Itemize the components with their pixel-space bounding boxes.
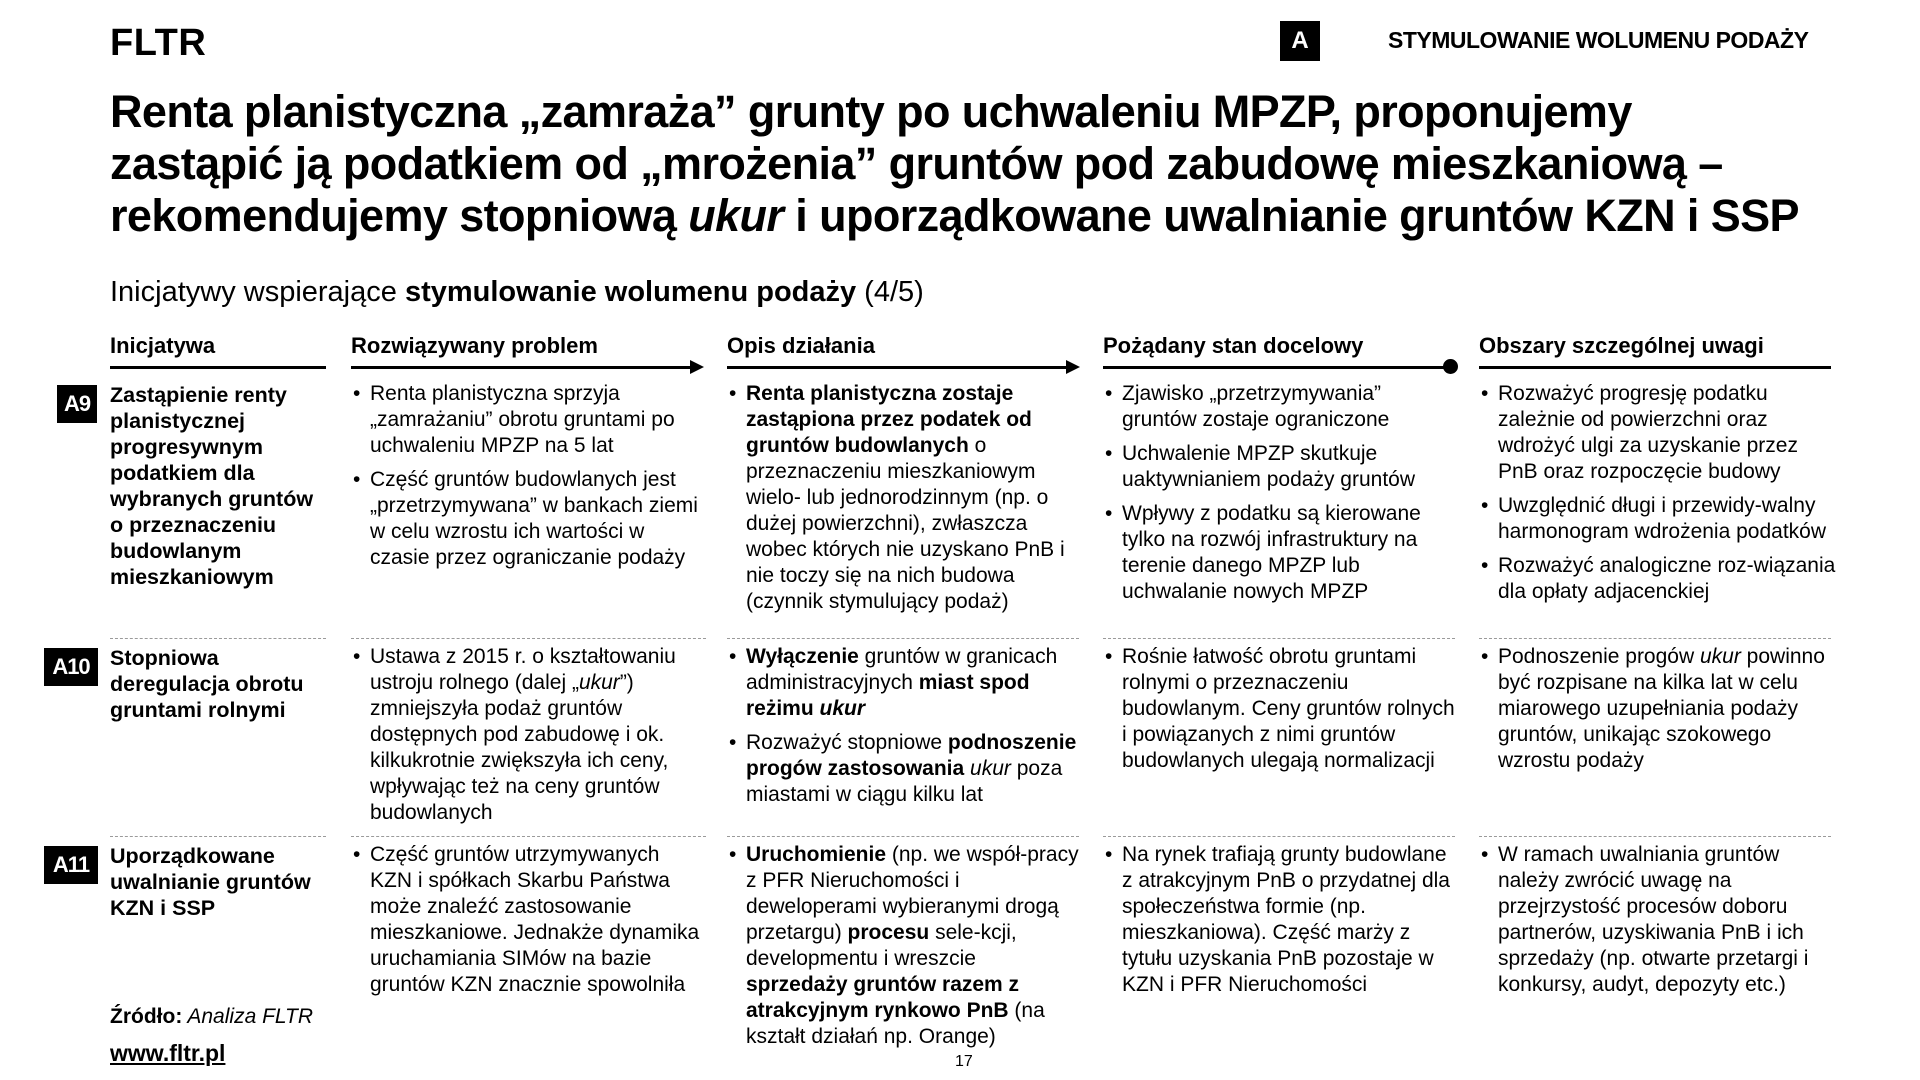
header-rule-arrow bbox=[351, 366, 691, 369]
list-item: • Część gruntów utrzymywanych KZN i spółkach Skarbu Państwa może znaleźć zastosowanie mieszkaniowe. Jednakże dynamika uruchamiania SIMów na bazie gruntów KZN znacznie spowolniła bbox=[351, 842, 706, 998]
list-item bbox=[727, 730, 1082, 808]
arrow-right-icon bbox=[1066, 360, 1080, 374]
header-rule bbox=[110, 366, 326, 369]
endpoint-dot-icon bbox=[1443, 359, 1458, 374]
action-bold-italic: ukur bbox=[819, 697, 866, 720]
section-badge: A bbox=[1280, 21, 1320, 61]
header-rule bbox=[1479, 366, 1831, 369]
list-item bbox=[727, 381, 1082, 615]
subtitle-bold: stymulowanie wolumenu podaży bbox=[404, 276, 857, 308]
action-bold: Uruchomienie bbox=[746, 843, 887, 866]
attention-a11 bbox=[1479, 842, 1834, 1006]
attention-italic: ukur bbox=[1699, 645, 1741, 668]
header-rule-arrow bbox=[727, 366, 1067, 369]
page-number: 17 bbox=[955, 1053, 973, 1070]
action-text: o przeznaczeniu mieszkaniowym wielo- lub jednorodzinnym (np. o dużej powierzchni), zwłaszcza wobec których nie uzyskano PnB i nie toczy się na nich budowa (czynnik stymulujący podaż) bbox=[746, 434, 1065, 613]
list-item: • Rośnie łatwość obrotu gruntami rolnymi o przeznaczeniu budowlanym. Ceny gruntów rolnych i powiązanych z nimi gruntów budowlanych ulegają normalizacji bbox=[1103, 644, 1458, 774]
column-header-problem: Rozwiązywany problem bbox=[351, 333, 598, 358]
list-item: • Na rynek trafiają grunty budowlane z atrakcyjnym PnB o przydatnej dla społeczeństwa formie (np. mieszkaniowa). Część marży z tytułu uzyskania PnB pozostaje w KZN i PFR Nieruchomości bbox=[1103, 842, 1458, 998]
target-a11 bbox=[1103, 842, 1458, 1006]
list-item bbox=[727, 842, 1082, 1050]
target-a9 bbox=[1103, 381, 1458, 613]
action-text: Rozważyć stopniowe bbox=[746, 731, 948, 754]
action-text: (np. we współ-pracy z PFR Nieruchomości i deweloperami wybieranymi drogą przetargu) bbox=[746, 843, 1079, 944]
problem-italic: ukur bbox=[578, 671, 620, 694]
subtitle bbox=[110, 276, 924, 309]
list-item: • Część gruntów budowlanych jest „przetrzymywana” w bankach ziemi w celu wzrostu ich wartości w czasie przez ograniczanie podaży bbox=[351, 467, 706, 571]
subtitle-suffix: (4/5) bbox=[856, 276, 924, 308]
row-divider bbox=[110, 638, 326, 639]
column-header-action: Opis działania bbox=[727, 333, 875, 358]
row-divider bbox=[727, 638, 1079, 639]
list-item: • Uchwalenie MPZP skutkuje uaktywnianiem podaży gruntów bbox=[1103, 441, 1458, 493]
action-a10 bbox=[727, 644, 1082, 816]
problem-a10 bbox=[351, 644, 706, 834]
row-badge-a11: A11 bbox=[44, 846, 98, 884]
title-line-1: Renta planistyczna „zamraża” grunty po uchwaleniu MPZP, proponujemy bbox=[110, 86, 1632, 137]
column-header-attention: Obszary szczególnej uwagi bbox=[1479, 333, 1764, 358]
list-item: • Renta planistyczna sprzyja „zamrażaniu” obrotu gruntami po uchwaleniu MPZP na 5 lat bbox=[351, 381, 706, 459]
source-note bbox=[110, 1005, 313, 1029]
action-bold: Wyłączenie bbox=[746, 645, 859, 668]
action-bold: procesu bbox=[847, 921, 930, 944]
initiative-a9: Zastąpienie renty planistycznej progresywnym podatkiem dla wybranych gruntów o przeznaczeniu budowlanym mieszkaniowym bbox=[110, 383, 314, 589]
initiative-a10: Stopniowa deregulacja obrotu gruntami rolnymi bbox=[110, 646, 304, 722]
list-item: • Rozważyć progresję podatku zależnie od powierzchni oraz wdrożyć ulgi za uzyskanie przez PnB oraz rozpoczęcie budowy bbox=[1479, 381, 1839, 485]
row-divider bbox=[1103, 638, 1455, 639]
action-a11 bbox=[727, 842, 1082, 1058]
action-bold: Renta planistyczna zostaje zastąpiona przez podatek od gruntów budowlanych bbox=[746, 382, 1032, 457]
row-divider bbox=[110, 836, 326, 837]
list-item: • Wpływy z podatku są kierowane tylko na rozwój infrastruktury na terenie danego MPZP lub uchwalanie nowych MPZP bbox=[1103, 501, 1458, 605]
attention-text: powinno być rozpisane na kilka lat w celu miarowego uzupełniania podaży gruntów, unikając szokowego wzrostu podaży bbox=[1498, 645, 1825, 772]
attention-text: Podnoszenie progów bbox=[1498, 645, 1700, 668]
page-title bbox=[110, 86, 1870, 242]
list-item bbox=[351, 644, 706, 826]
action-a9 bbox=[727, 381, 1082, 623]
problem-a9 bbox=[351, 381, 706, 579]
problem-a11 bbox=[351, 842, 706, 1006]
action-text: gruntów w granicach administracyjnych bbox=[746, 645, 1058, 694]
row-divider bbox=[727, 836, 1079, 837]
action-text: poza miastami w ciągu kilku lat bbox=[746, 757, 1063, 806]
website-link[interactable]: www.fltr.pl bbox=[110, 1040, 226, 1066]
row-divider bbox=[351, 638, 706, 639]
row-divider bbox=[1103, 836, 1455, 837]
title-line-2: zastąpić ją podatkiem od „mrożenia” gruntów pod zabudowę mieszkaniową – bbox=[110, 138, 1723, 189]
title-text: rekomendujemy stopniową bbox=[110, 190, 689, 241]
problem-text: ”) zmniejszyła podaż gruntów dostępnych pod zabudowę i ok. kilkukrotnie zwiększyła ich ceny, wpływając też na ceny gruntów budowlanych bbox=[370, 671, 669, 824]
column-header-target: Pożądany stan docelowy bbox=[1103, 333, 1364, 358]
list-item bbox=[727, 644, 1082, 722]
action-text: sele-kcji, developmentu i wreszcie bbox=[746, 921, 1017, 970]
row-divider bbox=[1479, 836, 1831, 837]
list-item: • Zjawisko „przetrzymywania” gruntów zostaje ograniczone bbox=[1103, 381, 1458, 433]
initiative-a11: Uporządkowane uwalnianie gruntów KZN i SSP bbox=[110, 844, 311, 920]
column-header-initiative: Inicjatywa bbox=[110, 333, 216, 358]
attention-a10 bbox=[1479, 644, 1834, 782]
row-divider bbox=[1479, 638, 1831, 639]
title-line-3 bbox=[110, 190, 1870, 242]
action-text: (na kształt działań np. Orange) bbox=[746, 999, 1045, 1048]
section-title: STYMULOWANIE WOLUMENU PODAŻY bbox=[1388, 27, 1809, 53]
row-divider bbox=[351, 836, 706, 837]
title-italic: ukur bbox=[688, 190, 784, 241]
target-a10 bbox=[1103, 644, 1458, 782]
problem-text: Ustawa z 2015 r. o kształtowaniu ustroju rolnego (dalej „ bbox=[370, 645, 676, 694]
action-bold: miast spod reżimu bbox=[746, 671, 1030, 720]
row-badge-a10: A10 bbox=[44, 648, 98, 686]
action-bold: sprzedaży gruntów razem z atrakcyjnym rynkowo PnB bbox=[746, 973, 1020, 1022]
list-item: • Rozważyć analogiczne roz-wiązania dla opłaty adjacenckiej bbox=[1479, 553, 1839, 605]
list-item: • W ramach uwalniania gruntów należy zwrócić uwagę na przejrzystość procesów doboru partnerów, uzyskiwania PnB i ich sprzedaży (np. otwarte przetargi i konkursy, audyt, depozyty etc.) bbox=[1479, 842, 1834, 998]
arrow-right-icon bbox=[690, 360, 704, 374]
row-badge-a9: A9 bbox=[57, 385, 97, 423]
list-item: • Uwzględnić długi i przewidy-walny harmonogram wdrożenia podatków bbox=[1479, 493, 1839, 545]
title-text: i uporządkowane uwalnianie gruntów KZN i SSP bbox=[783, 190, 1799, 241]
source-value: Analiza FLTR bbox=[182, 1005, 314, 1028]
action-italic: ukur bbox=[964, 757, 1011, 780]
list-item bbox=[1479, 644, 1834, 774]
attention-a9 bbox=[1479, 381, 1839, 613]
brand-logo: FLTR bbox=[110, 22, 207, 64]
action-bold: podnoszenie progów zastosowania bbox=[746, 731, 1077, 780]
source-label: Źródło: bbox=[110, 1005, 183, 1028]
header-rule-dot bbox=[1103, 366, 1448, 369]
subtitle-prefix: Inicjatywy wspierające bbox=[110, 276, 405, 308]
